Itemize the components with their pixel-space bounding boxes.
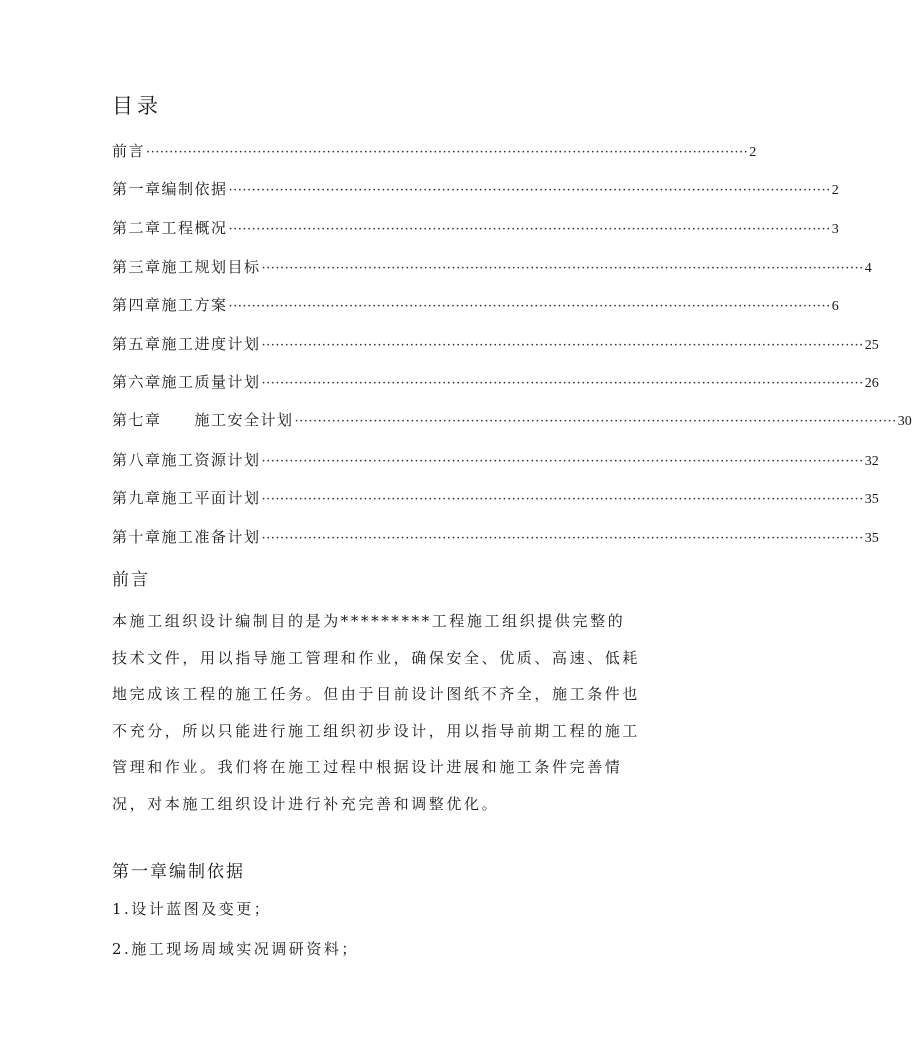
toc-entry-page: 6 — [831, 299, 839, 314]
toc-entry-page: 25 — [864, 338, 879, 353]
toc-entry-page: 35 — [864, 492, 879, 507]
toc-entry-label: 前言 — [112, 142, 146, 160]
toc-leader-dots: ·································································································································· — [146, 145, 749, 160]
toc-title: 目录 — [112, 94, 162, 118]
toc-entry-label: 第六章施工质量计划 — [112, 373, 261, 391]
toc-entry-label: 第八章施工资源计划 — [112, 451, 261, 469]
toc-entry-label: 第九章施工平面计划 — [112, 489, 261, 507]
toc-entry[interactable] — [112, 371, 879, 393]
toc-entry-label: 第一章编制依据 — [112, 180, 228, 198]
preface-paragraph: 本施工组织设计编制目的是为*********工程施工组织提供完整的技术文件，用以指导施工管理和作业，确保安全、优质、高速、低耗地完成该工程的施工任务。但由于目前设计图纸不齐全，施工条件也不充分，所以只能进行施工组织初步设计，用以指导前期工程的施工管理和作业。我们将在施工过程中根据设计进展和施工条件完善情况，对本施工组织设计进行补充完善和调整优化。 — [112, 612, 641, 813]
toc-entry[interactable] — [112, 140, 757, 162]
chapter1-heading: 第一章编制依据 — [112, 862, 245, 882]
toc-entry[interactable] — [112, 526, 879, 548]
toc-entry-page: 2 — [831, 183, 839, 198]
toc-entry-page: 2 — [749, 145, 757, 160]
toc-leader-dots: ·································································································································· — [261, 454, 864, 469]
toc-entry[interactable] — [112, 294, 839, 316]
toc-entry-label: 第四章施工方案 — [112, 296, 228, 314]
toc-entry-label: 第三章施工规划目标 — [112, 258, 261, 276]
list-item: 2.施工现场周域实况调研资料； — [112, 940, 359, 958]
toc-entry[interactable] — [112, 409, 912, 431]
toc-leader-dots: ·································································································································· — [261, 261, 864, 276]
toc-entry-label: 第七章 施工安全计划 — [112, 411, 294, 429]
toc-entry-page: 30 — [897, 414, 912, 429]
toc-entry-page: 3 — [831, 222, 839, 237]
list-item: 1.设计蓝图及变更； — [112, 900, 272, 918]
toc-entry[interactable] — [112, 178, 839, 200]
toc-entry-label: 第五章施工进度计划 — [112, 335, 261, 353]
preface-heading: 前言 — [112, 570, 150, 590]
toc-entry[interactable] — [112, 449, 879, 471]
toc-leader-dots: ·································································································································· — [228, 183, 831, 198]
toc-leader-dots: ·································································································································· — [261, 376, 864, 391]
toc-entry-page: 4 — [864, 261, 872, 276]
toc-entry-page: 35 — [864, 531, 879, 546]
toc-entry-label: 第二章工程概况 — [112, 219, 228, 237]
toc-entry[interactable] — [112, 217, 839, 239]
toc-entry[interactable] — [112, 333, 879, 355]
toc-leader-dots: ·································································································································· — [294, 414, 897, 429]
toc-entry-page: 32 — [864, 454, 879, 469]
toc-entry-page: 26 — [864, 376, 879, 391]
toc-entry[interactable] — [112, 256, 872, 278]
toc-leader-dots: ·································································································································· — [261, 338, 864, 353]
toc-entry[interactable] — [112, 487, 879, 509]
toc-leader-dots: ·································································································································· — [228, 299, 831, 314]
toc-leader-dots: ·································································································································· — [261, 531, 864, 546]
toc-leader-dots: ·································································································································· — [261, 492, 864, 507]
toc-entry-label: 第十章施工准备计划 — [112, 528, 261, 546]
toc-leader-dots: ·································································································································· — [228, 222, 831, 237]
